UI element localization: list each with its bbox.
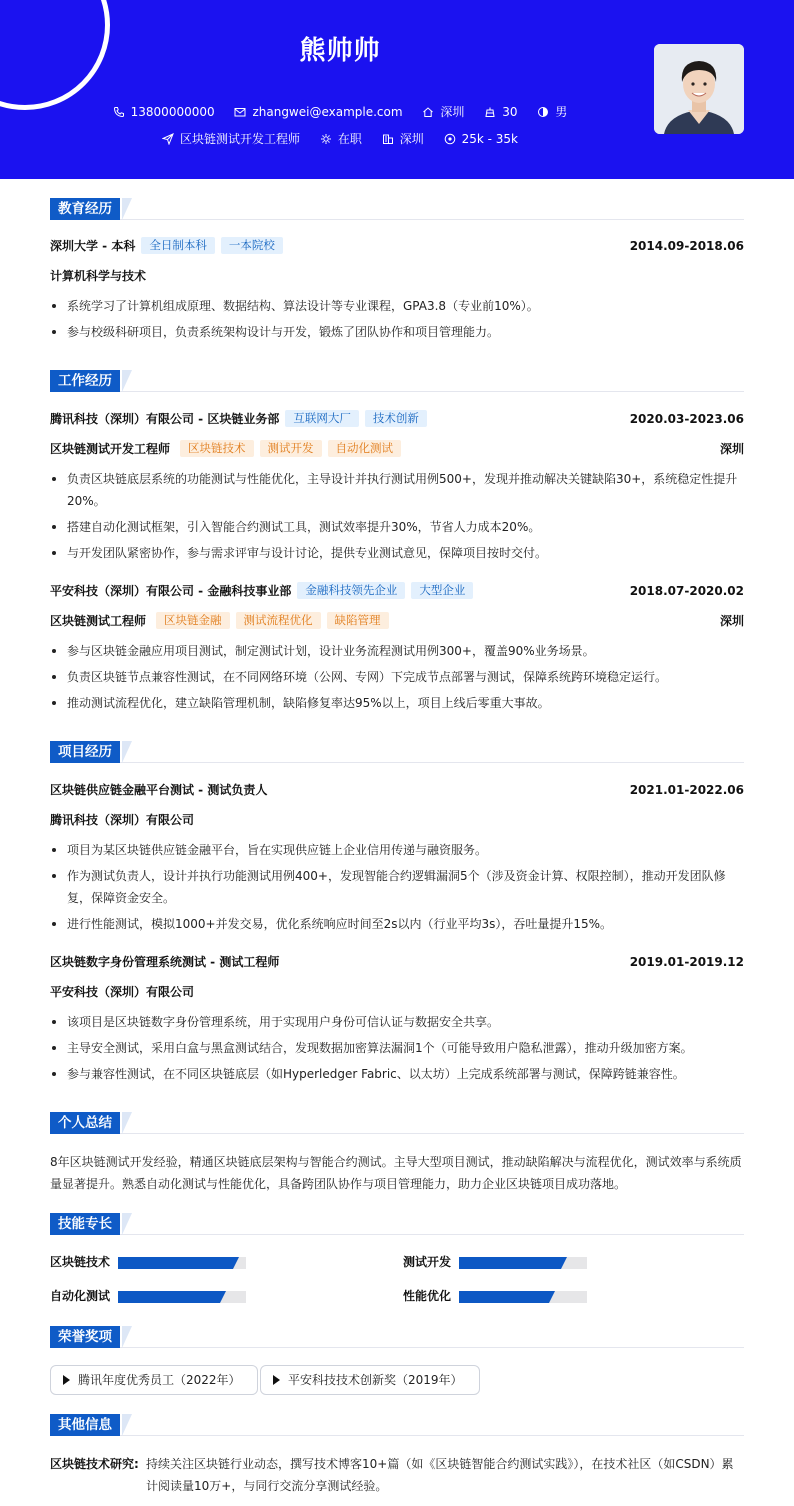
project-header-row	[50, 953, 744, 971]
skill-name: 测试开发	[403, 1255, 452, 1269]
list-item: 负责区块链底层系统的功能测试与性能优化，主导设计并执行测试用例500+，发现并推动解决关键缺陷30+，系统稳定性提升20%。	[50, 468, 744, 512]
job-header-row	[50, 410, 744, 428]
list-item: 负责区块链节点兼容性测试，在不同网络环境（公网、专网）下完成节点部署与测试，保障系统跨环境稳定运行。	[50, 666, 744, 688]
other-label: 区块链技术研究:	[50, 1457, 139, 1471]
section-label-tail	[122, 741, 132, 763]
list-item: 参与区块链金融应用项目测试，制定测试计划，设计业务流程测试用例300+，覆盖90%业务场景。	[50, 640, 744, 662]
section-label: 项目经历	[50, 741, 120, 763]
award-label: 腾讯年度优秀员工（2022年）	[78, 1373, 241, 1387]
skill-name: 区块链技术	[50, 1255, 111, 1269]
mail-icon	[234, 106, 246, 118]
section-label-tail	[122, 370, 132, 392]
project-company: 平安科技（深圳）有限公司	[50, 985, 195, 999]
email-text: zhangwei@example.com	[252, 104, 403, 119]
summary-text: 8年区块链测试开发经验，精通区块链底层架构与智能合约测试。主导大型项目测试，推动缺陷解决与流程优化，测试效率与系统质量显著提升。熟悉自动化测试与性能优化，具备跨团队协作与项目管理能力，助力企业区块链项目成功落地。	[50, 1155, 742, 1191]
age-text: 30	[502, 104, 518, 119]
list-item: 进行性能测试，模拟1000+并发交易，优化系统响应时间至2s以内（行业平均3s），吞吐量提升15%。	[50, 913, 744, 935]
skill-bar-fill	[118, 1291, 220, 1303]
education-header-row	[50, 237, 744, 255]
project-company-row	[50, 811, 744, 829]
job-header-row	[50, 582, 744, 600]
education-date: 2014.09-2018.06	[629, 239, 744, 253]
section-title	[50, 1326, 744, 1348]
summary-section	[50, 1112, 744, 1191]
target-city-text: 深圳	[399, 132, 424, 146]
other-section	[50, 1414, 744, 1493]
skill-name: 自动化测试	[50, 1289, 111, 1303]
list-item: 该项目是区块链数字身份管理系统，用于实现用户身份可信认证与数据安全共享。	[50, 1011, 744, 1033]
role-tag: 缺陷管理	[327, 612, 389, 629]
section-label: 工作经历	[50, 370, 120, 392]
list-item: 与开发团队紧密协作，参与需求评审与设计讨论，提供专业测试意见，保障项目按时交付。	[50, 542, 744, 564]
salary-text: 25k - 35k	[461, 131, 518, 146]
education-section	[50, 198, 744, 339]
section-title	[50, 1414, 744, 1436]
role-tag: 测试开发	[260, 440, 322, 457]
section-label-tail	[122, 1326, 132, 1348]
company-tag: 金融科技领先企业	[297, 582, 405, 599]
resume-header	[0, 0, 794, 179]
skill-bar-fill	[118, 1257, 233, 1269]
list-item: 主导安全测试，采用白盒与黑盒测试结合，发现数据加密算法漏洞1个（可能导致用户隐私泄露），推动升级加密方案。	[50, 1037, 744, 1059]
section-title	[50, 1112, 744, 1134]
award-item[interactable]	[50, 1365, 258, 1395]
job-date: 2018.07-2020.02	[629, 584, 744, 598]
candidate-name: 熊帅帅	[299, 36, 381, 66]
section-label: 荣誉奖项	[50, 1326, 120, 1348]
list-item: 参与校级科研项目，负责系统架构设计与开发，锻炼了团队协作和项目管理能力。	[50, 321, 744, 343]
education-tag: 一本院校	[221, 237, 283, 254]
skill-bar-fill	[459, 1291, 549, 1303]
project-name: 区块链数字身份管理系统测试 - 测试工程师	[50, 955, 280, 969]
job-role: 区块链测试开发工程师	[50, 442, 171, 456]
project-date: 2021.01-2022.06	[629, 783, 744, 797]
section-title	[50, 1213, 744, 1235]
skill-bar	[118, 1257, 246, 1269]
award-item[interactable]	[260, 1365, 480, 1395]
job-date: 2020.03-2023.06	[629, 412, 744, 426]
list-item: 搭建自动化测试框架，引入智能合约测试工具，测试效率提升30%，节省人力成本20%。	[50, 516, 744, 538]
skill-bar	[459, 1257, 587, 1269]
list-item: 作为测试负责人，设计并执行功能测试用例400+，发现智能合约逻辑漏洞5个（涉及资金计算、权限控制），推动开发团队修复，保障资金安全。	[50, 865, 744, 909]
awards-section	[50, 1326, 744, 1387]
section-label-tail	[122, 1213, 132, 1235]
section-label-tail	[122, 1414, 132, 1436]
skill-name: 性能优化	[403, 1289, 452, 1303]
project-date: 2019.01-2019.12	[629, 955, 744, 969]
contact-row	[0, 103, 680, 121]
list-item: 项目为某区块链供应链金融平台，旨在实现供应链上企业信用传递与融资服务。	[50, 839, 744, 861]
section-label: 其他信息	[50, 1414, 120, 1436]
job-role-row	[50, 612, 744, 630]
list-item: 推动测试流程优化，建立缺陷管理机制，缺陷修复率达95%以上，项目上线后零重大事故。	[50, 692, 744, 714]
job-intent-row	[0, 130, 680, 148]
triangle-icon	[273, 1375, 280, 1385]
project-company: 腾讯科技（深圳）有限公司	[50, 813, 195, 827]
school-name: 深圳大学 - 本科	[50, 239, 136, 253]
other-text: 持续关注区块链行业动态，撰写技术博客10+篇（如《区块链智能合约测试实践》），在技术社区（如CSDN）累计阅读量10万+，与同行交流分享测试经验。	[146, 1457, 734, 1493]
section-label-tail	[122, 198, 132, 220]
education-tag: 全日制本科	[141, 237, 215, 254]
position-text: 区块链测试开发工程师	[180, 132, 301, 146]
role-tag: 自动化测试	[328, 440, 402, 457]
work-section	[50, 370, 744, 710]
skill-bar	[459, 1291, 587, 1303]
role-tag: 测试流程优化	[236, 612, 321, 629]
phone-text: 13800000000	[130, 104, 215, 119]
send-icon	[162, 133, 174, 145]
city-text: 深圳	[440, 105, 465, 119]
job-role-row	[50, 440, 744, 458]
project-name: 区块链供应链金融平台测试 - 测试负责人	[50, 783, 268, 797]
section-label-tail	[122, 1112, 132, 1134]
section-label: 教育经历	[50, 198, 120, 220]
skills-section	[50, 1213, 744, 1303]
skill-bar	[118, 1291, 246, 1303]
building-icon	[382, 133, 394, 145]
job-role: 区块链测试工程师	[50, 614, 147, 628]
job-location: 深圳	[719, 442, 744, 456]
company-tag: 互联网大厂	[285, 410, 359, 427]
list-item: 参与兼容性测试，在不同区块链底层（如Hyperledger Fabric、以太坊）上完成系统部署与测试，保障跨链兼容性。	[50, 1063, 744, 1085]
major-row	[50, 267, 744, 285]
gender-text: 男	[555, 105, 568, 119]
company-tag: 大型企业	[411, 582, 473, 599]
project-company-row	[50, 983, 744, 1001]
section-label: 个人总结	[50, 1112, 120, 1134]
phone-icon	[113, 106, 125, 118]
project-header-row	[50, 781, 744, 799]
status-text: 在职	[337, 132, 362, 146]
role-tag: 区块链金融	[156, 612, 230, 629]
award-label: 平安科技技术创新奖（2019年）	[288, 1373, 463, 1387]
home-icon	[422, 106, 434, 118]
status-icon	[320, 133, 332, 145]
section-label: 技能专长	[50, 1213, 120, 1235]
company-name: 平安科技（深圳）有限公司 - 金融科技事业部	[50, 584, 292, 598]
role-tag: 区块链技术	[180, 440, 254, 457]
gender-icon	[537, 106, 549, 118]
list-item: 系统学习了计算机组成原理、数据结构、算法设计等专业课程，GPA3.8（专业前10%）。	[50, 295, 744, 317]
major-name: 计算机科学与技术	[50, 269, 147, 283]
company-name: 腾讯科技（深圳）有限公司 - 区块链业务部	[50, 412, 280, 426]
projects-section	[50, 741, 744, 1081]
section-title	[50, 370, 744, 392]
avatar	[654, 44, 744, 134]
section-title	[50, 741, 744, 763]
skill-bar-fill	[459, 1257, 561, 1269]
job-location: 深圳	[719, 614, 744, 628]
company-tag: 技术创新	[365, 410, 427, 427]
salary-icon	[444, 133, 456, 145]
section-title	[50, 198, 744, 220]
age-icon	[484, 106, 496, 118]
triangle-icon	[63, 1375, 70, 1385]
